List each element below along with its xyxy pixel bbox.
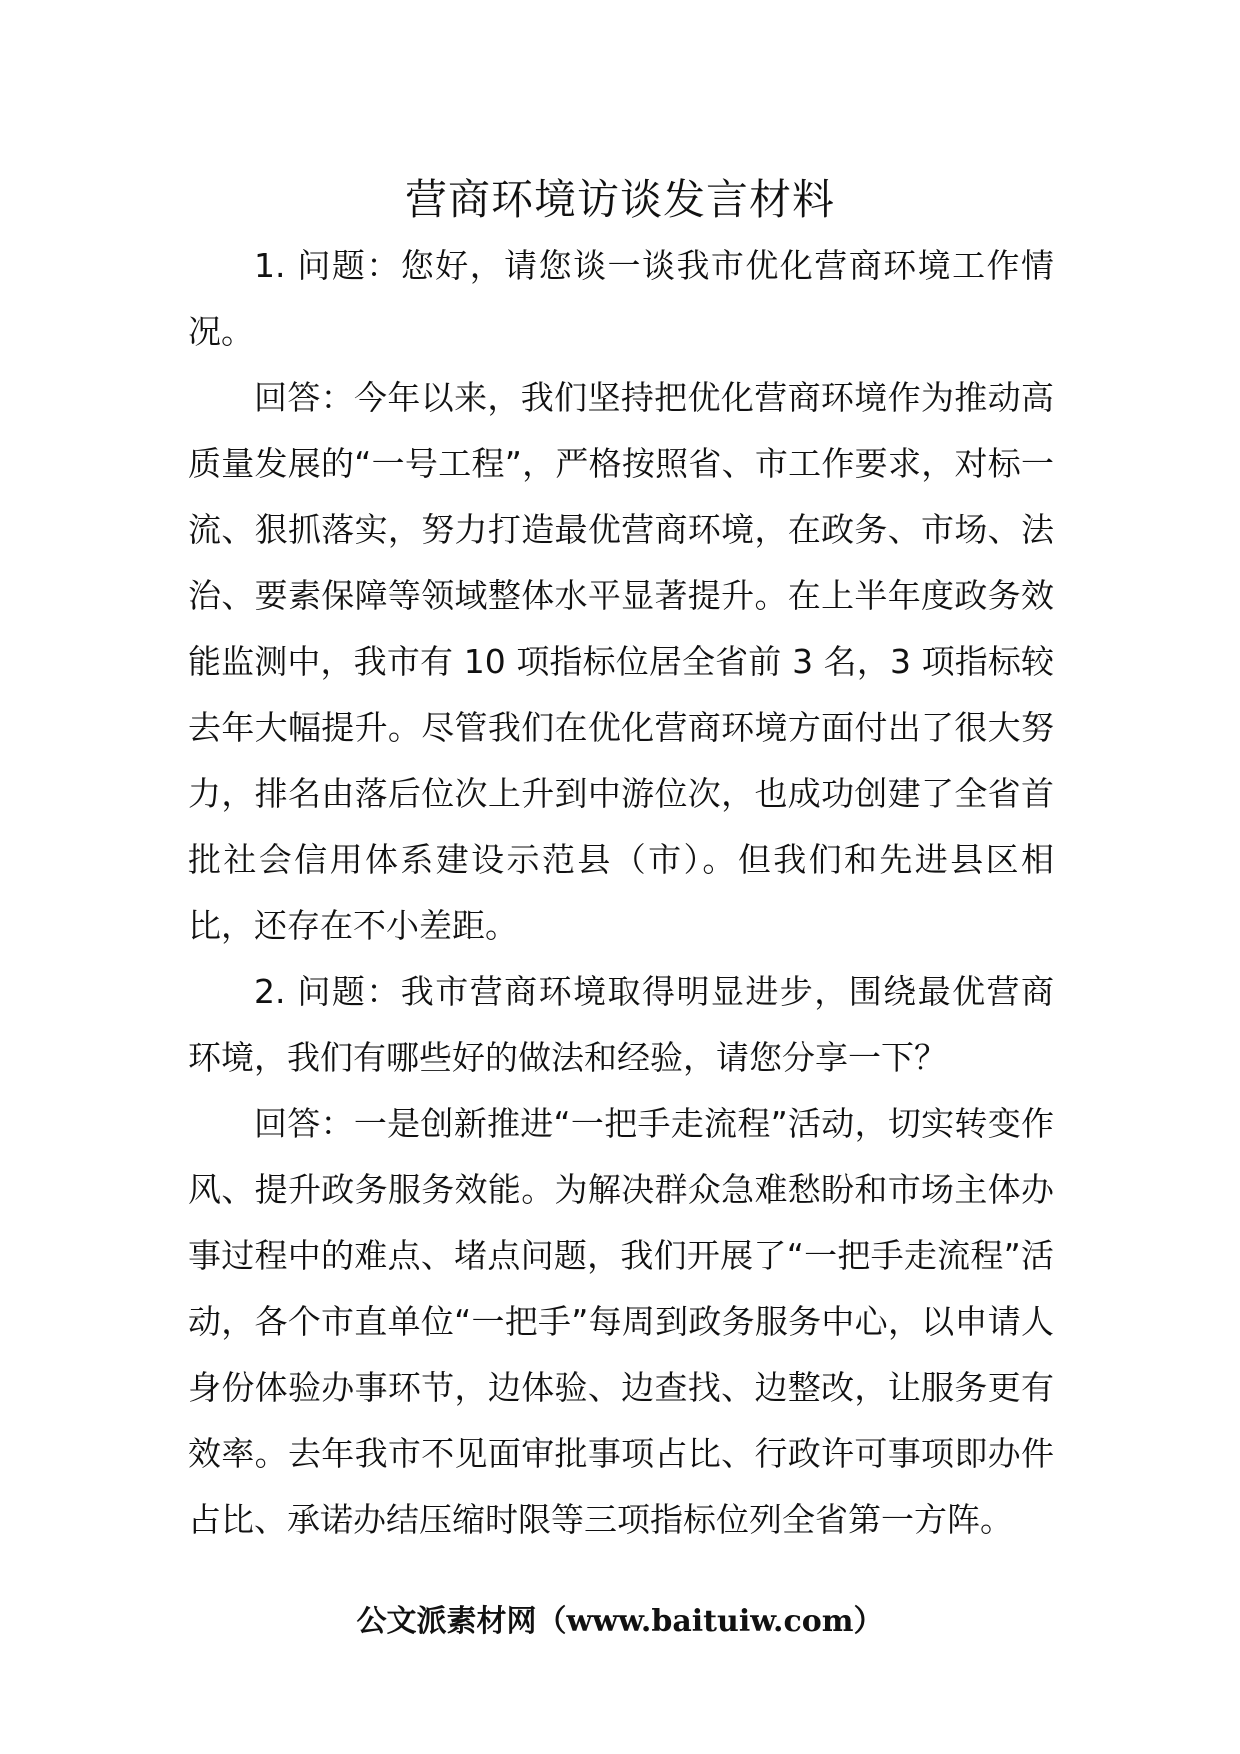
answer-2: 回答：一是创新推进“一把手走流程”活动，切实转变作风、提升政务服务效能。为解决群众急难愁盼和市场主体办事过程中的难点、堵点问题，我们开展了“一把手走流程”活动，各个市直单位“一把手”每周到政务服务中心，以申请人身份体验办事环节，边体验、边查找、边整改，让服务更有效率。去年我市不见面审批事项占比、行政许可事项即办件占比、承诺办结压缩时限等三项指标位列全省第一方阵。: [188, 1104, 1054, 1539]
question-2: 2. 问题：我市营商环境取得明显进步，围绕最优营商环境，我们有哪些好的做法和经验，请您分享一下？: [188, 972, 1054, 1077]
answer-1: 回答：今年以来，我们坚持把优化营商环境作为推动高质量发展的“一号工程”，严格按照省、市工作要求，对标一流、狠抓落实，努力打造最优营商环境，在政务、市场、法治、要素保障等领域整体水平显著提升。在上半年度政务效能监测中，我市有 10 项指标位居全省前 3 名，3 项指标较去年大幅提升。尽管我们在优化营商环境方面付出了很大努力，排名由落后位次上升到中游位次，也成功创建了全省首批社会信用体系建设示范县（市）。但我们和先进县区相比，还存在不小差距。: [188, 378, 1054, 945]
document-body: [188, 233, 1054, 1553]
document-title: 营商环境访谈发言材料: [404, 175, 835, 224]
question-1: 1. 问题：您好，请您谈一谈我市优化营商环境工作情况。: [188, 246, 1054, 351]
footer-source: 公文派素材网（www.baituiw.com）: [356, 1604, 884, 1639]
